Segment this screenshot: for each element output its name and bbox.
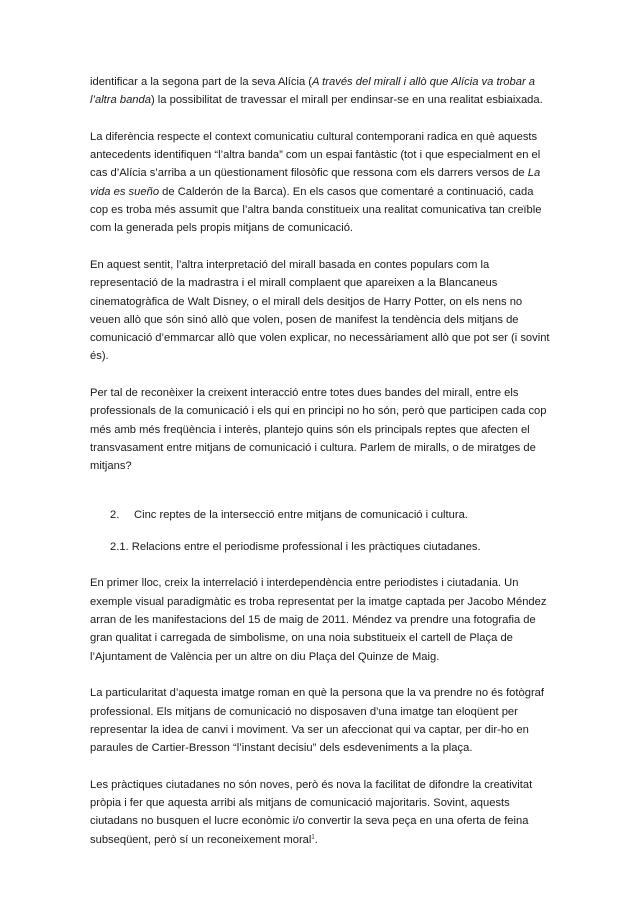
paragraph-text: . bbox=[314, 833, 318, 846]
section-heading bbox=[110, 506, 550, 524]
paragraph-context bbox=[90, 128, 550, 238]
paragraph-particularity: La particularitat d’aquesta imatge roman en què la persona que la va prendre no és fotògraf professional. Els mitjans de comunicació no disposaven d’una imatge tan eloqüent per representar la idea de canvi i moviment. Va ser un afeccionat qui va captar, per dir-ho en paraules de Cartier-Bresson “l’instant decisiu” dels esdeveniments a la plaça. bbox=[90, 687, 545, 755]
paragraph-text: identificar a la segona part de la seva Alícia ( bbox=[90, 76, 313, 88]
section-title: Cinc reptes de la intersecció entre mitjans de comunicació i cultura. bbox=[134, 508, 468, 521]
play-title: La vida es sueño bbox=[90, 167, 541, 198]
paragraph-text: de Calderón de la Barca). En els casos que comentaré a continuació, cada cop es troba més assumit que l’altra banda constitueix una realitat comunicativa tan creïble com la generada pels propis mitjans de comunicació. bbox=[90, 185, 542, 235]
subsection-heading: 2.1. Relacions entre el periodisme professional i les pràctiques ciutadanes. bbox=[110, 540, 481, 553]
footnote-marker[interactable]: 1 bbox=[311, 833, 315, 840]
text-column bbox=[90, 73, 550, 867]
section-number: 2. bbox=[110, 508, 120, 521]
paragraph-mirror-interpretation: En aquest sentit, l’altra interpretació del mirall basada en contes populars com la representació de la madrastra i el mirall complaent que apareixen a la Blancaneus cinematogràfica de Walt Disney, o el mirall dels desitjos de Harry Potter, on els nens no veuen allò que són sinó allò que volen, posen de manifest la tendència dels mitjans de comunicació d’emmarcar allò que volen explicar, no necessàriament allò que pot ser (i sovint és). bbox=[90, 258, 550, 363]
paragraph-challenges: Per tal de reconèixer la creixent interacció entre totes dues bandes del mirall, entre els professionals de la comunicació i els qui en principi no ho són, però que participen cada cop més amb més freqüència i interès, plantejo quins són els principals reptes que afecten el transvasament entre mitjans de comunicació i cultura. Parlem de miralls, o de miratges de mitjans? bbox=[90, 387, 547, 473]
paragraph-text: La diferència respecte el context comunicatiu cultural contemporani radica en què aquests antecedents identifiquen “l’altra banda” com un espai fantàstic (tot i que especialment en el cas d’Alícia s’arriba a un qüestionament filosòfic que ressona com els darrers versos de bbox=[90, 130, 541, 180]
paragraph-interrelation: En primer lloc, creix la interrelació i interdependència entre periodistes i ciutadania. Un exemple visual paradigmàtic es troba representat per la imatge captada per Jacobo Méndez arran de les manifestacions del 15 de maig de 2011. Méndez va prendre una fotografia de gran qualitat i carregada de simbolisme, on una noia substitueix el cartell de Plaça de l’Ajuntament de València per un altre on diu Plaça del Quinze de Maig. bbox=[90, 577, 547, 663]
paragraph-alicia bbox=[90, 73, 550, 110]
paragraph-text: Les pràctiques ciutadanes no són noves, però és nova la facilitat de difondre la creativitat pròpia i fer que aquesta arribi als mitjans de comunicació majoritaris. Sovint, aquests ciutadans no busquen el lucre econòmic i/o convertir la seva peça en una oferta de feina subseqüent, però sí un reconeixement moral bbox=[90, 778, 533, 846]
paragraph-citizen-practices bbox=[90, 776, 550, 849]
book-title: A través del mirall i allò que Alícia va trobar a l’altra banda bbox=[90, 76, 536, 107]
paragraph-text: ) la possibilitat de travessar el mirall per endinsar-se en una realitat esbiaixada. bbox=[150, 94, 543, 107]
